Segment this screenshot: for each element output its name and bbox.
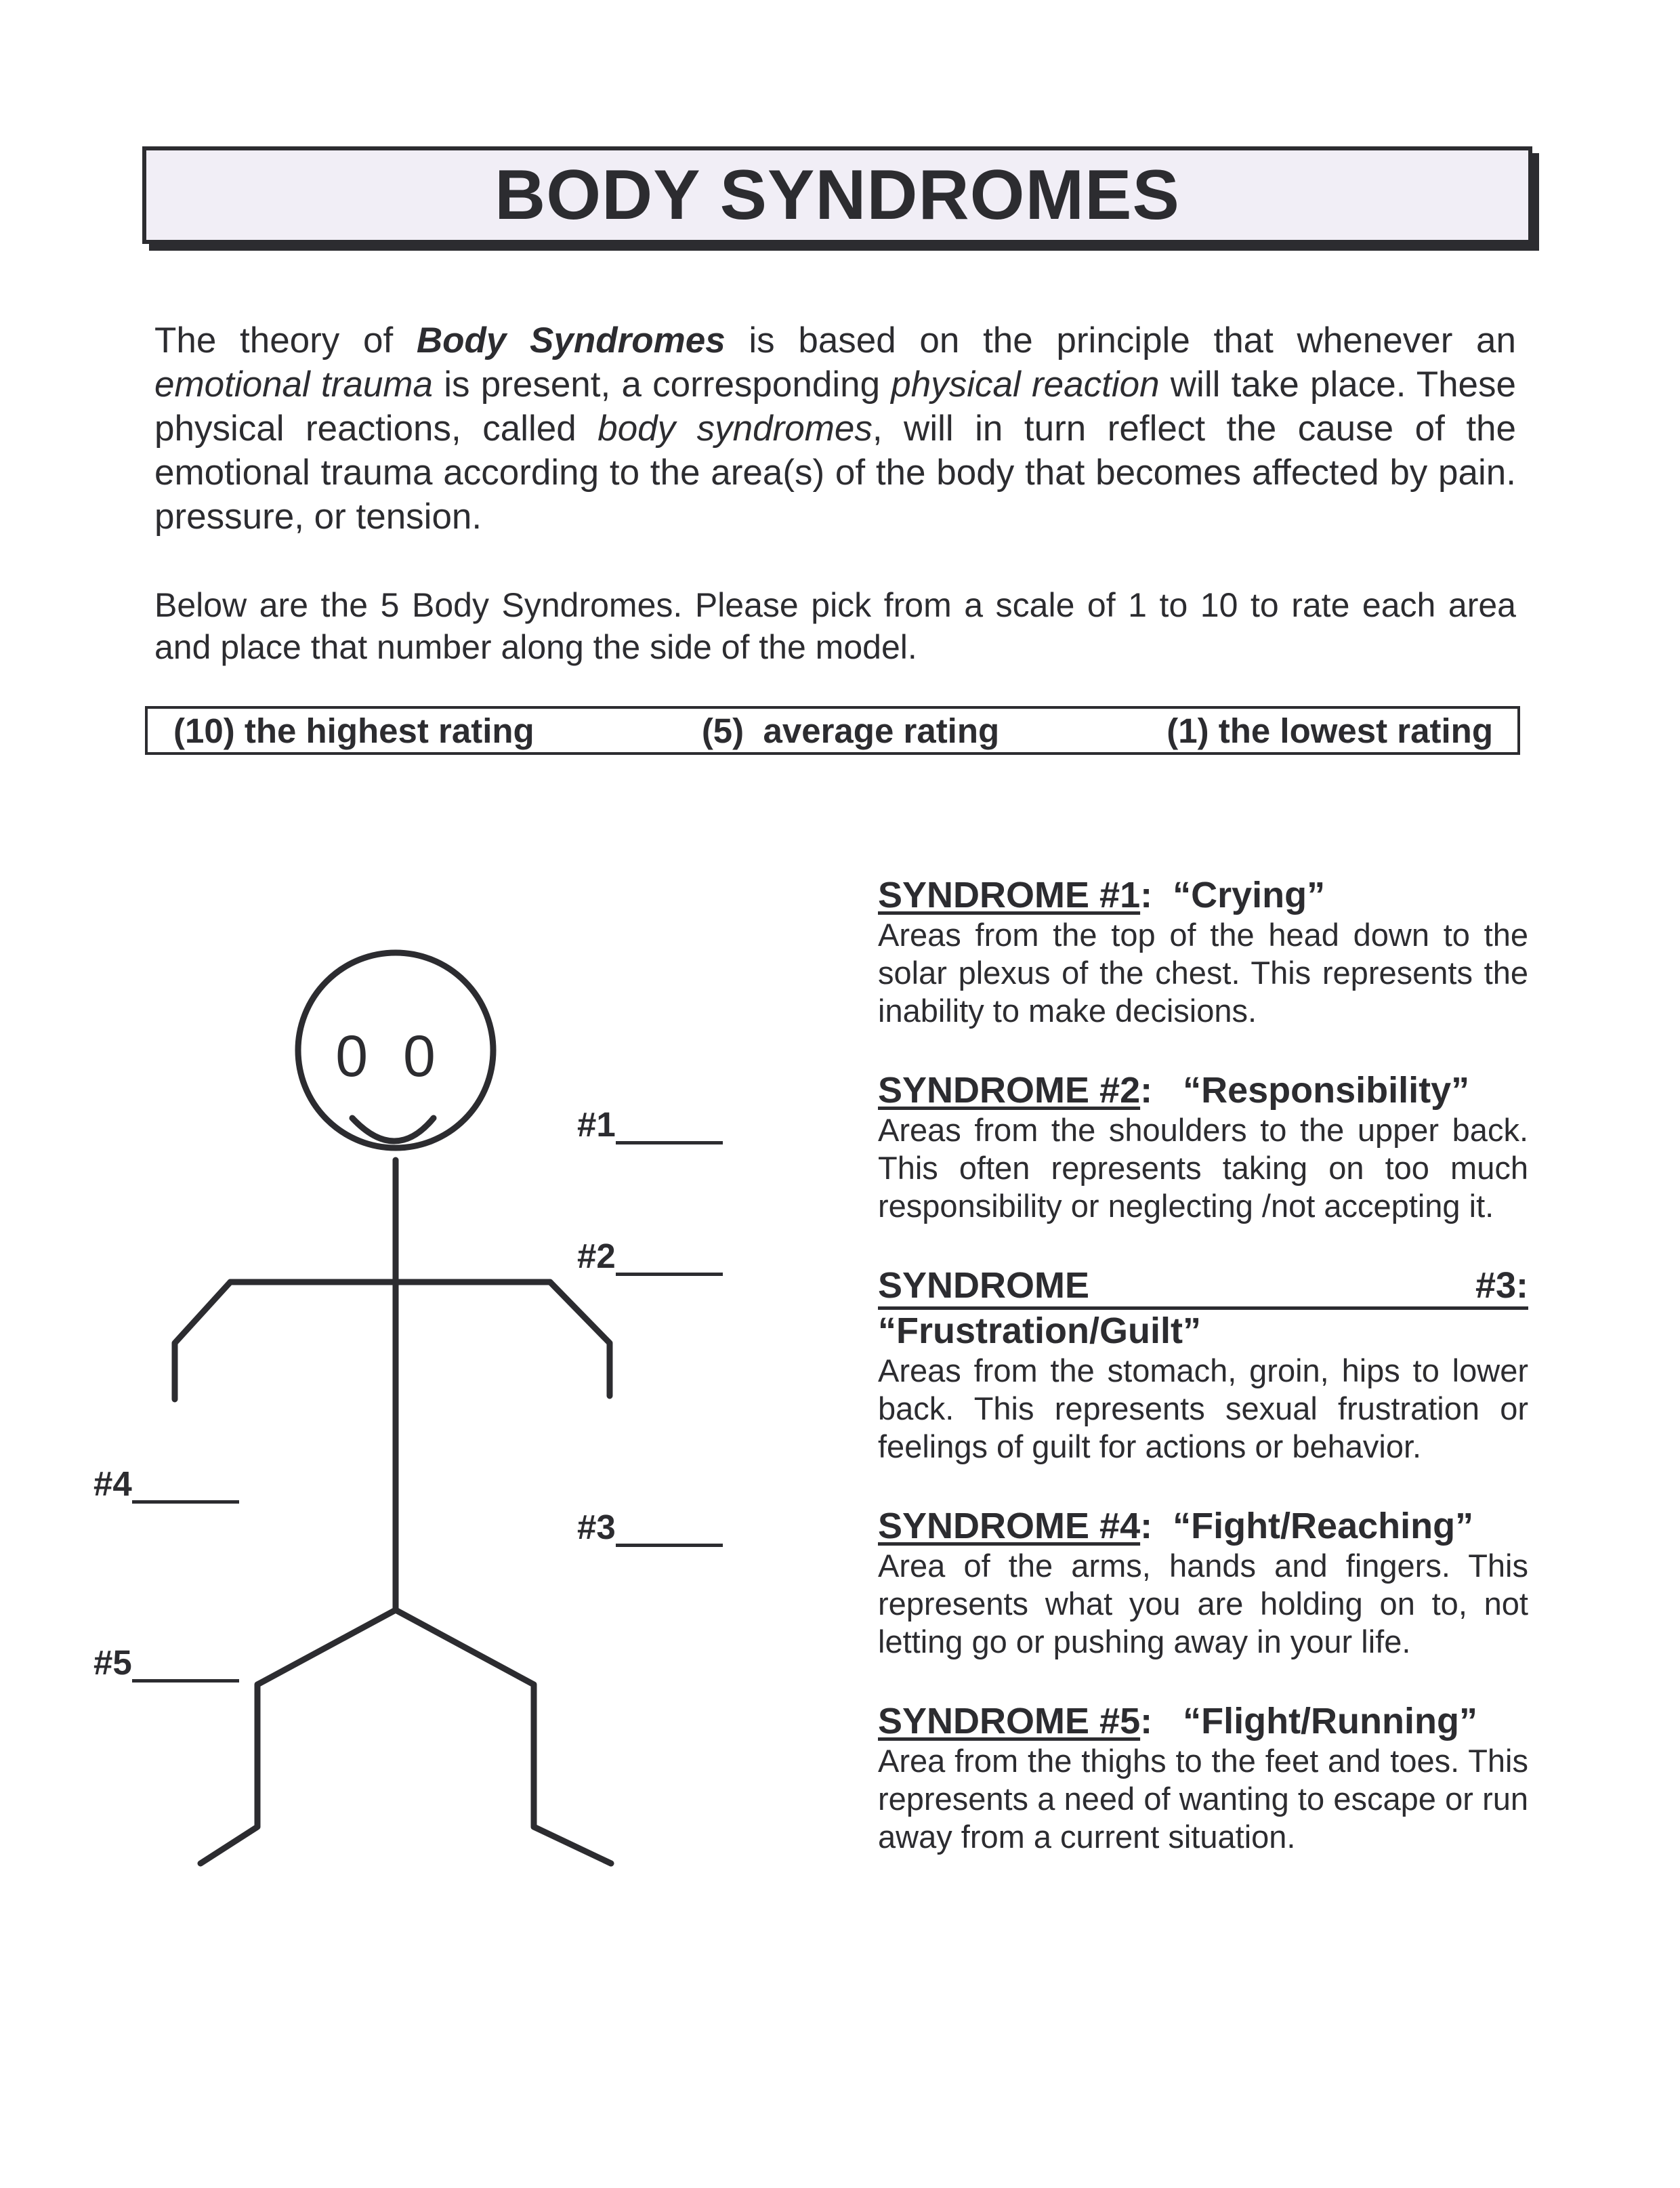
- syndrome-1-label: SYNDROME #1: [878, 875, 1141, 915]
- figure-smile: [352, 1118, 434, 1141]
- blank-4[interactable]: [93, 1464, 239, 1504]
- syndrome-4-text: Area of the arms, hands and fingers. This represents what you are holding on to, not letting go or pushing away in your life.: [878, 1548, 1528, 1659]
- syndrome-2-name: : “Responsibility”: [1140, 1070, 1470, 1111]
- blank-2-label: #2: [577, 1237, 616, 1275]
- figure-eyes: 0 0: [335, 1024, 445, 1089]
- syndromes-list: [878, 874, 1528, 1895]
- rating-average: (5) average rating: [701, 711, 1000, 750]
- syndrome-1-heading: [878, 874, 1528, 916]
- syndrome-4-name: : “Fight/Reaching”: [1140, 1506, 1474, 1546]
- blank-5-label: #5: [93, 1643, 132, 1682]
- syndrome-5-label: SYNDROME #5: [878, 1701, 1141, 1741]
- figure-right-arm: [550, 1282, 610, 1396]
- syndrome-3-label-left: SYNDROME: [878, 1265, 1090, 1306]
- intro-text-4: will take place. These physical reactions, called: [154, 365, 1517, 449]
- syndrome-4: [878, 1505, 1528, 1661]
- syndrome-3-label-right: #3:: [1475, 1265, 1528, 1306]
- intro-italic-3: body syndromes: [597, 409, 873, 449]
- intro-text-5: , will in turn reflect the cause of the emotional trauma according to the area(s) of the body that becomes affected by pain. pressure, or tension.: [154, 409, 1516, 537]
- blank-3-label: #3: [577, 1508, 616, 1546]
- page-title: BODY SYNDROMES: [495, 155, 1180, 234]
- blank-4-line: [132, 1487, 239, 1504]
- rating-scale-box: [145, 706, 1520, 755]
- syndrome-3: [878, 1264, 1528, 1466]
- syndrome-4-label: SYNDROME #4: [878, 1506, 1141, 1546]
- figure-left-arm: [175, 1282, 230, 1399]
- blank-3[interactable]: [577, 1507, 723, 1547]
- syndrome-4-heading: [878, 1505, 1528, 1547]
- blank-1-label: #1: [577, 1105, 616, 1144]
- blank-1-line: [616, 1128, 723, 1144]
- intro-text-2: is based on the principle that whenever an: [725, 321, 1516, 360]
- blank-2[interactable]: [577, 1236, 723, 1276]
- title-box: [142, 146, 1532, 244]
- syndrome-5-heading: [878, 1700, 1528, 1742]
- syndrome-2-heading: [878, 1069, 1528, 1111]
- syndrome-2-text: Areas from the shoulders to the upper back. This often represents taking on too much responsibility or neglecting /not accepting it.: [878, 1112, 1528, 1224]
- figure-right-leg: [396, 1610, 611, 1863]
- intro-paragraph: [154, 318, 1516, 539]
- blank-2-line: [616, 1259, 723, 1276]
- syndrome-3-text: Areas from the stomach, groin, hips to lower back. This represents sexual frustration or feelings of guilt for actions or behavior.: [878, 1353, 1528, 1464]
- syndrome-2-label: SYNDROME #2: [878, 1070, 1141, 1111]
- syndrome-5: [878, 1700, 1528, 1856]
- instructions-paragraph: Below are the 5 Body Syndromes. Please pick from a scale of 1 to 10 to rate each area and place that number along the side of the model.: [154, 586, 1516, 666]
- rating-low: (1) the lowest rating: [1167, 711, 1493, 750]
- syndrome-3-heading: [878, 1264, 1528, 1310]
- blank-3-line: [616, 1530, 723, 1547]
- blank-5[interactable]: [93, 1643, 239, 1683]
- syndrome-5-name: : “Flight/Running”: [1140, 1701, 1477, 1741]
- stick-figure: [0, 949, 677, 1884]
- blank-4-label: #4: [93, 1464, 132, 1503]
- syndrome-1-text: Areas from the top of the head down to the solar plexus of the chest. This represents the inability to make decisions.: [878, 917, 1528, 1029]
- intro-text-1: The theory of: [154, 321, 417, 360]
- blank-1[interactable]: [577, 1105, 723, 1144]
- syndrome-1-name: : “Crying”: [1140, 875, 1326, 915]
- syndrome-3-name: “Frustration/Guilt”: [878, 1310, 1201, 1351]
- syndrome-5-text: Area from the thighs to the feet and toes. This represents a need of wanting to escape or run away from a current situation.: [878, 1743, 1528, 1855]
- blank-5-line: [132, 1666, 239, 1683]
- syndrome-1: [878, 874, 1528, 1030]
- syndrome-2: [878, 1069, 1528, 1225]
- intro-bold-term: Body Syndromes: [416, 321, 726, 360]
- intro-text-3: is present, a corresponding: [433, 365, 891, 405]
- rating-high: (10) the highest rating: [173, 711, 534, 750]
- intro-italic-1: emotional trauma: [154, 365, 433, 405]
- intro-italic-2: physical reaction: [891, 365, 1160, 405]
